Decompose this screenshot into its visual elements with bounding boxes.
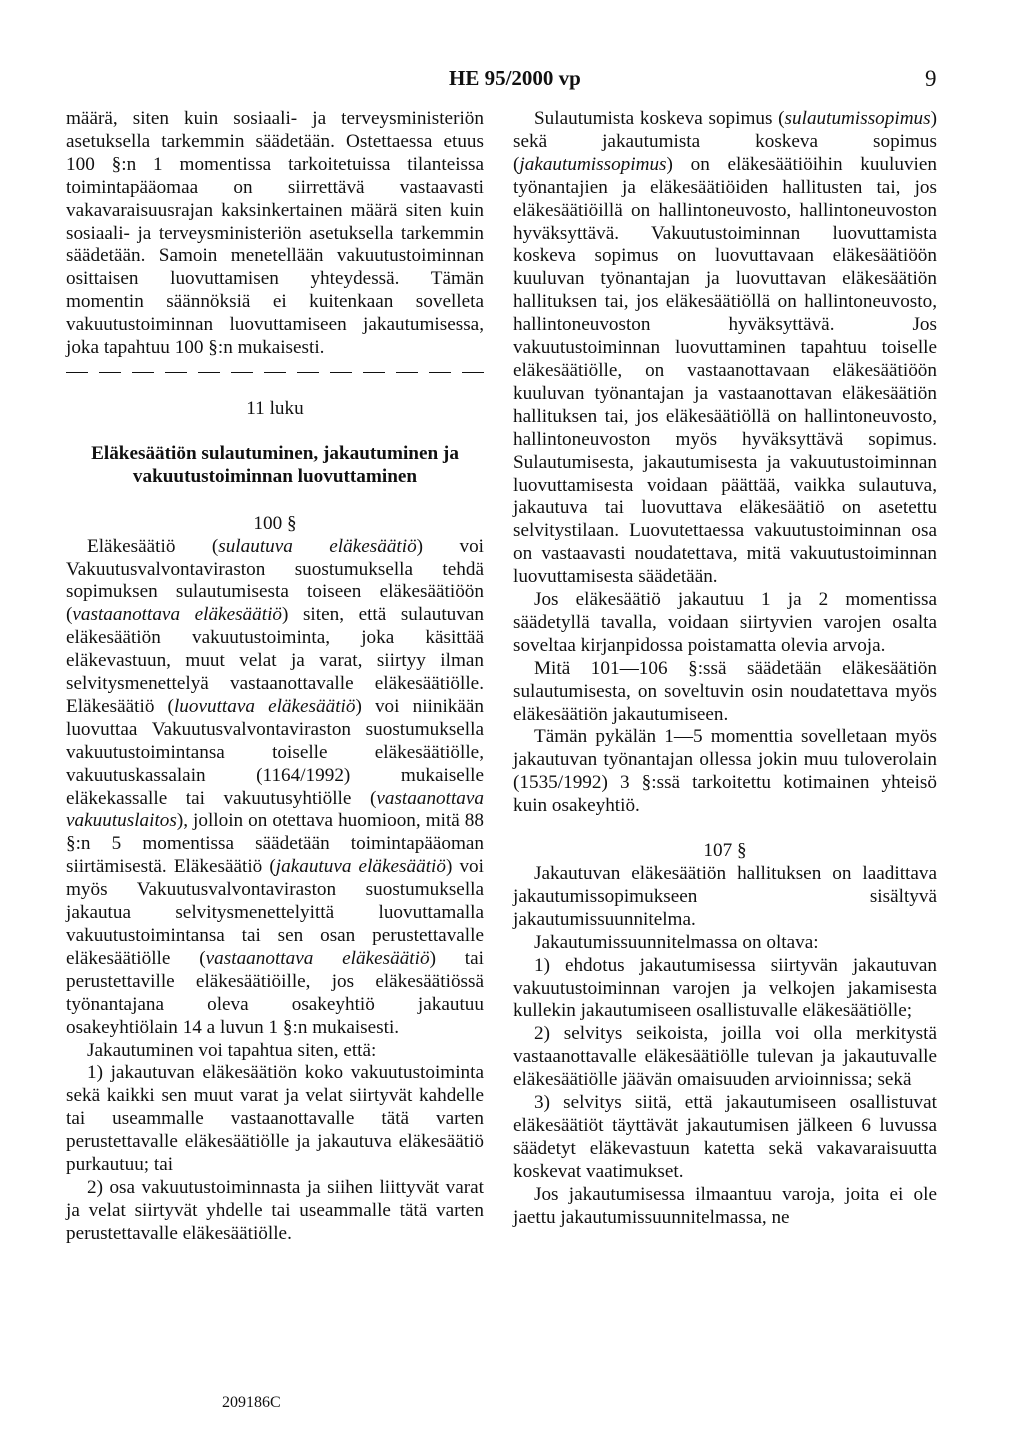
list-item: 2) osa vakuutustoiminnasta ja siihen liittyvät varat ja velat siirtyvät yhdelle tai useammalle tätä varten perustettavalle eläkesäätiölle. xyxy=(66,1176,484,1244)
chapter-heading: 11 luku xyxy=(246,397,304,419)
paragraph: Mitä 101—106 §:ssä säädetään eläkesäätiön sulautumisesta, on soveltuvin osin noudatettava myös eläkesäätiön jakautumiseen. xyxy=(513,657,937,725)
right-column xyxy=(513,108,937,1230)
page-number: 9 xyxy=(925,66,937,91)
paragraph: Jakautuvan eläkesäätiön hallituksen on laadittava jakautumissopimukseen sisältyvä jakautumissuunnitelma. xyxy=(513,863,937,930)
document-id: HE 95/2000 vp xyxy=(449,66,581,90)
paragraph: Sulautumista koskeva sopimus (sulautumissopimus) sekä jakautumista koskeva sopimus (jakautumissopimus) on eläkesäätiöihin kuuluvien työnantajien ja eläkesäätiöiden hallitusten tai, jos eläkesäätiöillä on hallintoneuvosto, hallintoneuvoston hyväksyttävä. Vakuutustoiminnan luovuttamista koskeva sopimus on luovuttavaan eläkesäätiöön kuuluvan työnantajan ja luovuttavan eläkesäätiön hallituksen tai, jos eläkesäätiöllä on hallintoneuvosto, hallintoneuvoston hyväksyttävä. Jos vakuutustoiminnan luovuttaminen tapahtuu toiselle eläkesäätiölle, on vastaanottavaan eläkesäätiöön kuuluvan työnantajan ja vastaanottavan eläkesäätiön hallituksen tai, jos eläkesäätiöllä on hallintoneuvosto, hallintoneuvoston myös hyväksyttävä sopimus. Sulautumisesta, jakautumisesta ja vakuutustoiminnan luovuttamisesta voidaan päättää, vaikka sulautuva, jakautuva tai luovuttava eläkesäätiö on asetettu selvitystilaan. Luovutettaessa vakuutustoiminnan osa on vastaavasti noudatettava, mitä vakuutustoiminnan luovuttamisesta säädetään. xyxy=(513,108,937,588)
left-column xyxy=(66,108,484,1246)
list-item: 1) jakautuvan eläkesäätiön koko vakuutustoiminta sekä kaikki sen muut varat ja velat siirtyvät kahdelle tai useammalle vastaanottavalle tätä varten perustettavalle eläkesäätiölle ja jakautuva eläkesäätiö purkautuu; tai xyxy=(66,1062,484,1176)
list-item: 1) ehdotus jakautumisessa siirtyvän jakautuvan vakuutustoiminnan varojen ja velkojen jakamisesta kullekin jakautumiseen osallistuvalle eläkesäätiölle; xyxy=(513,954,937,1022)
section-number: 107 § xyxy=(703,840,747,862)
section-divider xyxy=(66,362,484,384)
section-number: 100 § xyxy=(253,512,297,534)
paragraph: Jos jakautumisessa ilmaantuu varoja, joita ei ole jaettu jakautumissuunnitelmassa, ne xyxy=(513,1183,937,1228)
chapter-title: Eläkesäätiön sulautuminen, jakautuminen ja vakuutustoiminnan luovuttaminen xyxy=(91,442,459,487)
paragraph: Jakautumissuunnitelmassa on oltava: xyxy=(534,931,819,953)
print-code: 209186C xyxy=(222,1394,281,1411)
paragraph: Jos eläkesäätiö jakautuu 1 ja 2 momentissa säädetyllä tavalla, voidaan siirtyvien varojen osalta soveltaa kirjanpidossa poistamatta olevia arvoja. xyxy=(513,589,937,656)
paragraph: Tämän pykälän 1—5 momenttia sovelletaan myös jakautuvan työnantajan ollessa jokin muu tuloverolain (1535/1992) 3 §:ssä tarkoitettu kotimainen yhteisö kuin osakeyhtiö. xyxy=(513,726,937,817)
list-item: 2) selvitys seikoista, joilla voi olla merkitystä vastaanottavalle eläkesäätiölle tulevan ja jakautuvalle eläkesäätiölle jäävän omaisuuden arvioinnissa; sekä xyxy=(513,1023,937,1091)
paragraph: Jakautuminen voi tapahtua siten, että: xyxy=(87,1039,377,1061)
page-header xyxy=(0,66,1024,96)
paragraph: Eläkesäätiö (sulautuva eläkesäätiö) voi Vakuutusvalvontaviraston suostumuksella tehdä sopimuksen sulautumisesta toiseen eläkesäätiöön (vastaanottava eläkesäätiö) siten, että sulautuvan eläkesäätiön vakuutustoiminta, joka käsittää eläkevastuun, muut velat ja varat, siirtyy ilman selvitysmenettelyä vastaanottavalle eläkesäätiölle. Eläkesäätiö (luovuttava eläkesäätiö) voi niinikään luovuttaa Vakuutusvalvontaviraston suostumuksella vakuutustoimintansa toiselle eläkesäätiölle, vakuutuskassalain (1164/1992) mukaiselle eläkekassalle tai vakuutusyhtiölle (vastaanottava vakuutuslaitos), jolloin on otettava huomioon, mitä 88 §:n 5 momentissa säädetään toimintapääoman siirtämisestä. Eläkesäätiö (jakautuva eläkesäätiö) voi myös Vakuutusvalvontaviraston suostumuksella jakautua selvitysmenettelyittä luovuttamalla vakuutustoimintansa tai sen osan perustettavalle eläkesäätiölle (vastaanottava eläkesäätiö) tai perustettaville eläkesäätiöille, jos eläkesäätiössä työnantajana oleva osakeyhtiö jakautuu osakeyhtiölain 14 a luvun 1 §:n mukaisesti. xyxy=(66,535,484,1038)
paragraph: määrä, siten kuin sosiaali- ja terveysministeriön asetuksella tarkemmin säädetään. Ostettaessa etuus 100 §:n 1 momentissa tarkoitetuissa tilanteissa toimintapääomaa on siirrettävä vastaavasti vakavaraisuusrajan kaksinkertainen määrä siten kuin sosiaali- ja terveysministeriön asetuksella tarkemmin säädetään. Samoin menetellään vakuutustoiminnan osittaisen luovuttamisen yhteydessä. Tämän momentin säännöksiä ei kuitenkaan sovelleta vakuutustoiminnan luovuttamiseen jakautumisessa, joka tapahtuu 100 §:n mukaisesti. xyxy=(66,108,484,359)
list-item: 3) selvitys siitä, että jakautumiseen osallistuvat eläkesäätiöt täyttävät jakautumisen jälkeen 6 luvussa säädetyt eläkevastuun katetta sekä vakavaraisuutta koskevat vaatimukset. xyxy=(513,1092,937,1182)
